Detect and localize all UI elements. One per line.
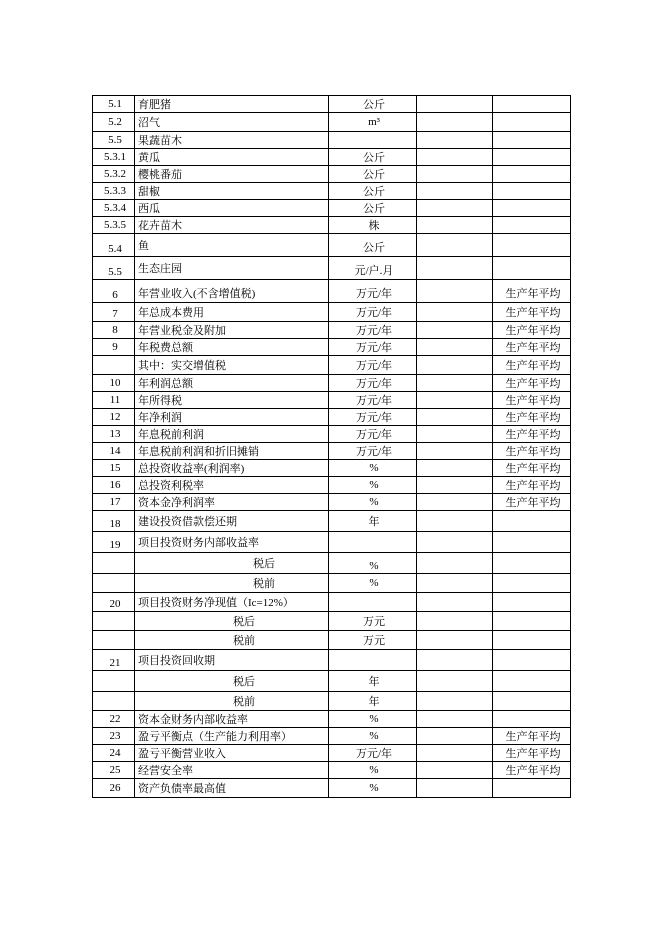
value-cell — [417, 671, 493, 692]
item-name: 税后 — [135, 671, 329, 692]
remark-cell: 生产年平均 — [493, 322, 571, 339]
row-number: 22 — [93, 711, 135, 728]
unit-cell: 万元/年 — [329, 280, 417, 303]
unit-cell: 公斤 — [329, 183, 417, 200]
row-number — [93, 553, 135, 574]
table-row — [93, 779, 571, 798]
value-cell — [417, 553, 493, 574]
unit-cell — [329, 650, 417, 671]
item-name: 年净利润 — [135, 409, 329, 426]
item-name: 沼气 — [135, 113, 329, 132]
remark-cell: 生产年平均 — [493, 745, 571, 762]
table-row — [93, 671, 571, 692]
table-row — [93, 745, 571, 762]
table-row — [93, 532, 571, 553]
unit-cell: 元/户.月 — [329, 257, 417, 280]
table-row — [93, 460, 571, 477]
remark-cell — [493, 671, 571, 692]
value-cell — [417, 234, 493, 257]
item-name: 西瓜 — [135, 200, 329, 217]
item-name: 年息税前利润 — [135, 426, 329, 443]
value-cell — [417, 574, 493, 593]
unit-cell: 万元/年 — [329, 339, 417, 356]
unit-cell: m³ — [329, 113, 417, 132]
table-row — [93, 553, 571, 574]
remark-cell — [493, 200, 571, 217]
remark-cell: 生产年平均 — [493, 392, 571, 409]
table-row — [93, 183, 571, 200]
table-row — [93, 762, 571, 779]
table-row — [93, 593, 571, 612]
value-cell — [417, 460, 493, 477]
value-cell — [417, 392, 493, 409]
table-row — [93, 234, 571, 257]
table-row — [93, 650, 571, 671]
row-number: 13 — [93, 426, 135, 443]
value-cell — [417, 409, 493, 426]
item-name: 建设投资借款偿还期 — [135, 511, 329, 532]
unit-cell: 万元/年 — [329, 409, 417, 426]
unit-cell: 万元/年 — [329, 392, 417, 409]
remark-cell — [493, 257, 571, 280]
remark-cell — [493, 574, 571, 593]
table-row — [93, 257, 571, 280]
value-cell — [417, 631, 493, 650]
unit-cell — [329, 132, 417, 149]
remark-cell: 生产年平均 — [493, 339, 571, 356]
value-cell — [417, 375, 493, 392]
remark-cell — [493, 553, 571, 574]
unit-cell: % — [329, 779, 417, 798]
table-row — [93, 96, 571, 113]
value-cell — [417, 511, 493, 532]
remark-cell: 生产年平均 — [493, 443, 571, 460]
table-row — [93, 322, 571, 339]
value-cell — [417, 477, 493, 494]
row-number: 5.1 — [93, 96, 135, 113]
unit-cell — [329, 532, 417, 553]
item-name: 盈亏平衡营业收入 — [135, 745, 329, 762]
value-cell — [417, 762, 493, 779]
row-number: 5.3.1 — [93, 149, 135, 166]
unit-cell: % — [329, 553, 417, 574]
unit-cell: 公斤 — [329, 149, 417, 166]
row-number: 19 — [93, 532, 135, 553]
table-row — [93, 217, 571, 234]
value-cell — [417, 183, 493, 200]
indicator-table — [92, 95, 571, 798]
unit-cell: 株 — [329, 217, 417, 234]
row-number: 14 — [93, 443, 135, 460]
row-number: 24 — [93, 745, 135, 762]
value-cell — [417, 257, 493, 280]
remark-cell — [493, 132, 571, 149]
item-name: 项目投资财务内部收益率 — [135, 532, 329, 553]
table-row — [93, 166, 571, 183]
row-number: 5.4 — [93, 234, 135, 257]
unit-cell: 万元/年 — [329, 322, 417, 339]
remark-cell: 生产年平均 — [493, 303, 571, 322]
item-name: 年利润总额 — [135, 375, 329, 392]
item-name: 税前 — [135, 574, 329, 593]
row-number: 11 — [93, 392, 135, 409]
item-name: 资本金净利润率 — [135, 494, 329, 511]
remark-cell — [493, 779, 571, 798]
unit-cell: 万元 — [329, 631, 417, 650]
item-name: 年税费总额 — [135, 339, 329, 356]
unit-cell: % — [329, 574, 417, 593]
row-number: 7 — [93, 303, 135, 322]
value-cell — [417, 443, 493, 460]
value-cell — [417, 132, 493, 149]
remark-cell: 生产年平均 — [493, 460, 571, 477]
remark-cell — [493, 183, 571, 200]
item-name: 年营业税金及附加 — [135, 322, 329, 339]
value-cell — [417, 303, 493, 322]
table-row — [93, 511, 571, 532]
row-number: 12 — [93, 409, 135, 426]
remark-cell — [493, 631, 571, 650]
value-cell — [417, 426, 493, 443]
row-number — [93, 692, 135, 711]
unit-cell: % — [329, 762, 417, 779]
value-cell — [417, 494, 493, 511]
remark-cell: 生产年平均 — [493, 762, 571, 779]
table-row — [93, 113, 571, 132]
unit-cell: 万元/年 — [329, 443, 417, 460]
row-number: 5.3.4 — [93, 200, 135, 217]
unit-cell: % — [329, 711, 417, 728]
row-number: 23 — [93, 728, 135, 745]
row-number: 5.2 — [93, 113, 135, 132]
row-number: 17 — [93, 494, 135, 511]
value-cell — [417, 280, 493, 303]
item-name: 黄瓜 — [135, 149, 329, 166]
value-cell — [417, 356, 493, 375]
unit-cell: 万元/年 — [329, 745, 417, 762]
row-number: 5.5 — [93, 257, 135, 280]
row-number: 9 — [93, 339, 135, 356]
table-row — [93, 443, 571, 460]
remark-cell — [493, 532, 571, 553]
value-cell — [417, 593, 493, 612]
remark-cell — [493, 650, 571, 671]
table-row — [93, 494, 571, 511]
value-cell — [417, 612, 493, 631]
value-cell — [417, 779, 493, 798]
remark-cell — [493, 593, 571, 612]
remark-cell — [493, 96, 571, 113]
item-name: 育肥猪 — [135, 96, 329, 113]
unit-cell — [329, 593, 417, 612]
value-cell — [417, 149, 493, 166]
value-cell — [417, 339, 493, 356]
item-name: 资产负债率最高值 — [135, 779, 329, 798]
table-row — [93, 149, 571, 166]
value-cell — [417, 113, 493, 132]
value-cell — [417, 166, 493, 183]
remark-cell: 生产年平均 — [493, 409, 571, 426]
row-number: 5.5 — [93, 132, 135, 149]
unit-cell: 公斤 — [329, 200, 417, 217]
item-name: 经营安全率 — [135, 762, 329, 779]
remark-cell — [493, 217, 571, 234]
table-row — [93, 375, 571, 392]
table-row — [93, 303, 571, 322]
remark-cell — [493, 113, 571, 132]
remark-cell: 生产年平均 — [493, 728, 571, 745]
table-row — [93, 426, 571, 443]
row-number: 6 — [93, 280, 135, 303]
table-row — [93, 612, 571, 631]
remark-cell — [493, 511, 571, 532]
remark-cell — [493, 149, 571, 166]
unit-cell: % — [329, 728, 417, 745]
item-name: 税后 — [135, 612, 329, 631]
table-row — [93, 728, 571, 745]
indicator-table-sheet — [92, 95, 570, 798]
unit-cell: 公斤 — [329, 96, 417, 113]
item-name: 甜椒 — [135, 183, 329, 200]
row-number — [93, 671, 135, 692]
item-name: 税前 — [135, 692, 329, 711]
value-cell — [417, 728, 493, 745]
table-row — [93, 574, 571, 593]
item-name: 生态庄园 — [135, 257, 329, 280]
remark-cell — [493, 692, 571, 711]
remark-cell — [493, 612, 571, 631]
item-name: 资本金财务内部收益率 — [135, 711, 329, 728]
table-row — [93, 477, 571, 494]
remark-cell: 生产年平均 — [493, 280, 571, 303]
unit-cell: % — [329, 494, 417, 511]
remark-cell: 生产年平均 — [493, 494, 571, 511]
unit-cell: 年 — [329, 511, 417, 532]
item-name: 果蔬苗木 — [135, 132, 329, 149]
remark-cell: 生产年平均 — [493, 375, 571, 392]
row-number: 5.3.5 — [93, 217, 135, 234]
unit-cell: 年 — [329, 671, 417, 692]
row-number — [93, 574, 135, 593]
item-name: 年营业收入(不含增值税) — [135, 280, 329, 303]
unit-cell: 万元 — [329, 612, 417, 631]
value-cell — [417, 711, 493, 728]
table-row — [93, 200, 571, 217]
unit-cell: 万元/年 — [329, 375, 417, 392]
remark-cell — [493, 711, 571, 728]
row-number — [93, 612, 135, 631]
row-number: 5.3.3 — [93, 183, 135, 200]
remark-cell: 生产年平均 — [493, 356, 571, 375]
unit-cell: 万元/年 — [329, 426, 417, 443]
table-row — [93, 356, 571, 375]
row-number — [93, 631, 135, 650]
row-number: 25 — [93, 762, 135, 779]
remark-cell: 生产年平均 — [493, 426, 571, 443]
row-number: 20 — [93, 593, 135, 612]
item-name: 税前 — [135, 631, 329, 650]
unit-cell: 公斤 — [329, 166, 417, 183]
table-row — [93, 711, 571, 728]
table-row — [93, 692, 571, 711]
row-number: 15 — [93, 460, 135, 477]
unit-cell: % — [329, 460, 417, 477]
unit-cell: 公斤 — [329, 234, 417, 257]
table-row — [93, 339, 571, 356]
value-cell — [417, 217, 493, 234]
item-name: 年所得税 — [135, 392, 329, 409]
row-number — [93, 356, 135, 375]
value-cell — [417, 745, 493, 762]
table-row — [93, 280, 571, 303]
row-number: 8 — [93, 322, 135, 339]
value-cell — [417, 200, 493, 217]
item-name: 项目投资回收期 — [135, 650, 329, 671]
remark-cell — [493, 166, 571, 183]
row-number: 21 — [93, 650, 135, 671]
row-number: 16 — [93, 477, 135, 494]
item-name: 总投资收益率(利润率) — [135, 460, 329, 477]
item-name: 年总成本费用 — [135, 303, 329, 322]
table-row — [93, 392, 571, 409]
value-cell — [417, 96, 493, 113]
value-cell — [417, 650, 493, 671]
item-name: 总投资利税率 — [135, 477, 329, 494]
item-name: 年息税前利润和折旧摊销 — [135, 443, 329, 460]
unit-cell: 万元/年 — [329, 356, 417, 375]
item-name: 花卉苗木 — [135, 217, 329, 234]
unit-cell: % — [329, 477, 417, 494]
row-number: 26 — [93, 779, 135, 798]
table-row — [93, 409, 571, 426]
value-cell — [417, 532, 493, 553]
row-number: 5.3.2 — [93, 166, 135, 183]
table-row — [93, 631, 571, 650]
table-row — [93, 132, 571, 149]
unit-cell: 年 — [329, 692, 417, 711]
remark-cell — [493, 234, 571, 257]
remark-cell: 生产年平均 — [493, 477, 571, 494]
item-name: 樱桃番茄 — [135, 166, 329, 183]
item-name: 项目投资财务净现值（Ic=12%） — [135, 593, 329, 612]
item-name: 其中：实交增值税 — [135, 356, 329, 375]
value-cell — [417, 692, 493, 711]
item-name: 鱼 — [135, 234, 329, 257]
row-number: 10 — [93, 375, 135, 392]
item-name: 盈亏平衡点（生产能力利用率） — [135, 728, 329, 745]
item-name: 税后 — [135, 553, 329, 574]
unit-cell: 万元/年 — [329, 303, 417, 322]
value-cell — [417, 322, 493, 339]
row-number: 18 — [93, 511, 135, 532]
